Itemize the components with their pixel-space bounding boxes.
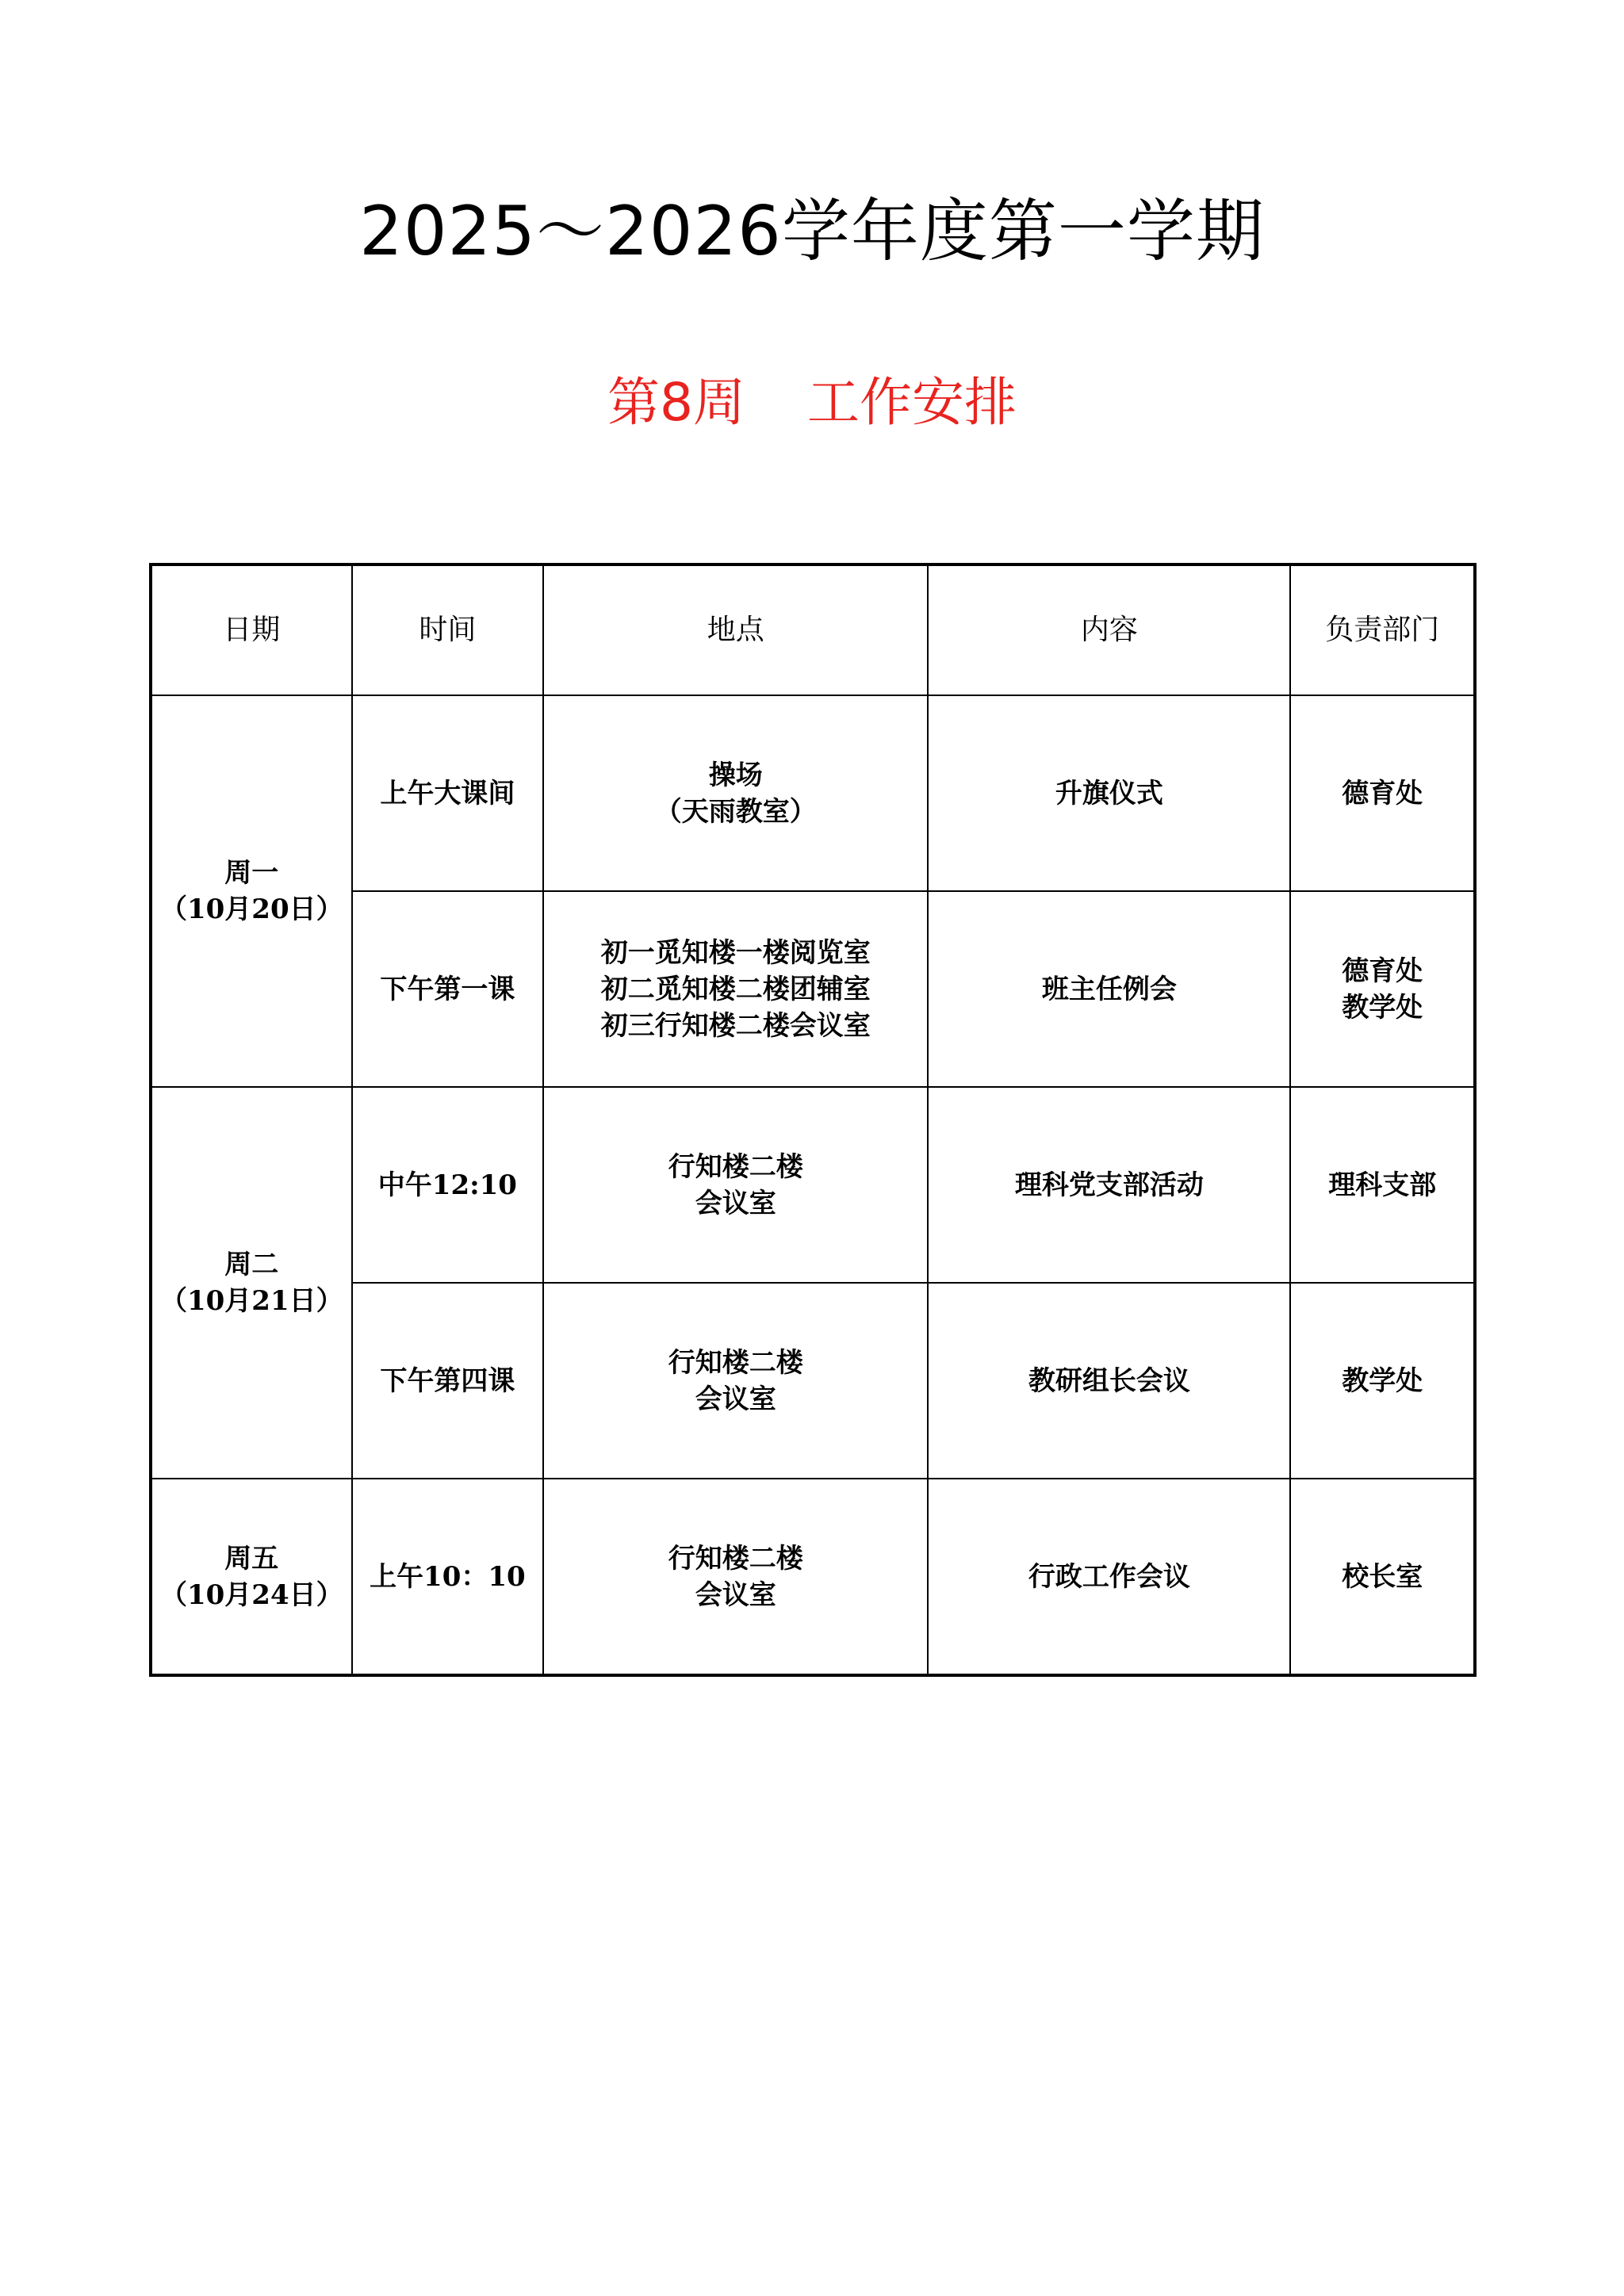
- header-time: 时间: [352, 564, 544, 695]
- department-line: 校长室: [1342, 1560, 1423, 1593]
- location-line: 会议室: [695, 1187, 776, 1219]
- location-cell: [543, 1479, 928, 1675]
- department-line: 德育处: [1342, 777, 1423, 809]
- location-line: 初二觅知楼二楼团辅室: [600, 973, 871, 1005]
- header-content: 内容: [928, 564, 1290, 695]
- content-cell: 升旗仪式: [928, 695, 1290, 891]
- content-cell: 班主任例会: [928, 891, 1290, 1087]
- department-line: 理科支部: [1328, 1169, 1437, 1201]
- date-label: （10月21日）: [159, 1285, 343, 1317]
- table-row: [151, 1479, 1475, 1675]
- location-cell: [543, 1283, 928, 1479]
- department-cell: [1290, 1479, 1475, 1675]
- date-cell: [151, 1479, 352, 1675]
- content-cell: 行政工作会议: [928, 1479, 1290, 1675]
- location-line: 会议室: [695, 1578, 776, 1611]
- content-cell: 理科党支部活动: [928, 1087, 1290, 1283]
- time-cell: 上午大课间: [352, 695, 544, 891]
- location-line: 行知楼二楼: [668, 1150, 803, 1183]
- department-cell: [1290, 1087, 1475, 1283]
- table-row: [151, 1087, 1475, 1283]
- time-cell: 中午12:10: [352, 1087, 544, 1283]
- department-cell: [1290, 891, 1475, 1087]
- date-cell: [151, 1087, 352, 1479]
- date-label: （10月20日）: [159, 894, 343, 925]
- department-line: 德育处: [1342, 955, 1423, 987]
- document-subtitle: [0, 365, 1624, 441]
- time-cell: 上午10：10: [352, 1479, 544, 1675]
- table-row: [151, 695, 1475, 891]
- time-cell: 下午第四课: [352, 1283, 544, 1479]
- location-line: （天雨教室）: [654, 795, 817, 828]
- header-date: 日期: [151, 564, 352, 695]
- location-cell: [543, 891, 928, 1087]
- schedule-label: 工作安排: [807, 372, 1017, 433]
- schedule-table: [149, 563, 1477, 1677]
- content-cell: 教研组长会议: [928, 1283, 1290, 1479]
- location-line: 行知楼二楼: [668, 1542, 803, 1575]
- location-line: 初一觅知楼一楼阅览室: [600, 936, 871, 969]
- date-cell: [151, 695, 352, 1087]
- weekday-label: 周一: [224, 857, 279, 889]
- location-line: 行知楼二楼: [668, 1346, 803, 1379]
- location-cell: [543, 695, 928, 891]
- table-header-row: [151, 564, 1475, 695]
- department-line: 教学处: [1342, 991, 1423, 1024]
- department-cell: [1290, 1283, 1475, 1479]
- week-label: 第8周: [607, 372, 745, 433]
- weekday-label: 周二: [224, 1249, 279, 1280]
- location-line: 初三行知楼二楼会议室: [600, 1009, 871, 1042]
- location-cell: [543, 1087, 928, 1283]
- document-title: 2025～2026学年度第一学期: [359, 192, 1265, 271]
- location-line: 会议室: [695, 1383, 776, 1415]
- location-line: 操场: [708, 759, 763, 791]
- header-department: 负责部门: [1290, 564, 1475, 695]
- department-cell: [1290, 695, 1475, 891]
- department-line: 教学处: [1342, 1364, 1423, 1397]
- date-label: （10月24日）: [159, 1578, 343, 1611]
- weekday-label: 周五: [224, 1542, 279, 1575]
- time-cell: 下午第一课: [352, 891, 544, 1087]
- header-location: 地点: [543, 564, 928, 695]
